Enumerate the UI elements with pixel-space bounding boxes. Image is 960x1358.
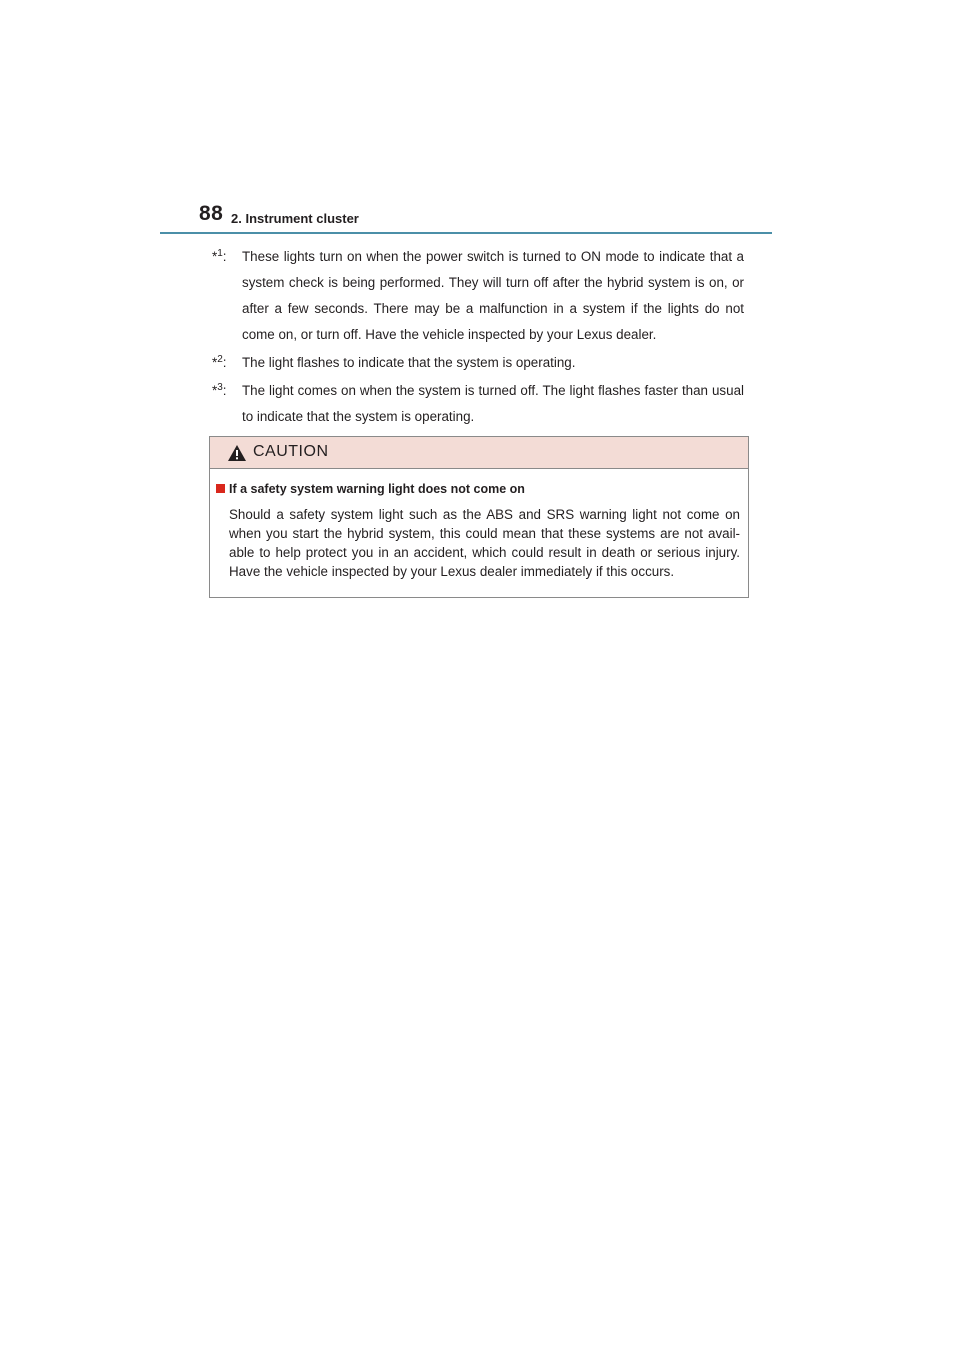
footnote-text: These lights turn on when the power switch is turned to ON mode to indicate that a system check is being performed. They will turn off after the hybrid system is on, or after a few seconds. There may be a malfunction in a system if the lights do not come on, or turn off. Have the vehicle inspected by your Lexus dealer. xyxy=(242,249,744,342)
footnote-marker: *$^1$: xyxy=(212,248,227,264)
caution-header xyxy=(210,437,748,469)
caution-subheading xyxy=(216,482,525,496)
footnote-text: The light comes on when the system is turned off. The light flashes faster than usual to indicate that the system is operating. xyxy=(242,383,744,424)
footnote-3 xyxy=(212,378,744,430)
caution-title: CAUTION xyxy=(253,443,329,460)
caution-subheading-text: If a safety system warning light does not come on xyxy=(229,482,525,496)
page-number: 88 xyxy=(199,202,224,225)
caution-body: Should a safety system light such as the ABS and SRS warning light not come on when you start the hybrid system, this could mean that these systems are not avail-able to help protect you in an accident, which could result in death or serious injury. Have the vehicle inspected by your Lexus dealer immediately if this occurs. xyxy=(229,507,740,579)
footnotes xyxy=(212,244,744,430)
header-rule xyxy=(160,232,772,234)
caution-box xyxy=(209,436,749,598)
section-title: 2. Instrument cluster xyxy=(231,211,359,226)
footnote-marker: *$^2$: xyxy=(212,354,227,370)
footnote-1 xyxy=(212,244,744,348)
red-square-bullet-icon xyxy=(216,484,225,493)
footnote-text: The light flashes to indicate that the system is operating. xyxy=(242,355,576,370)
warning-triangle-icon xyxy=(227,444,247,462)
footnote-2 xyxy=(212,350,744,376)
footnote-marker: *$^3$: xyxy=(212,382,227,398)
